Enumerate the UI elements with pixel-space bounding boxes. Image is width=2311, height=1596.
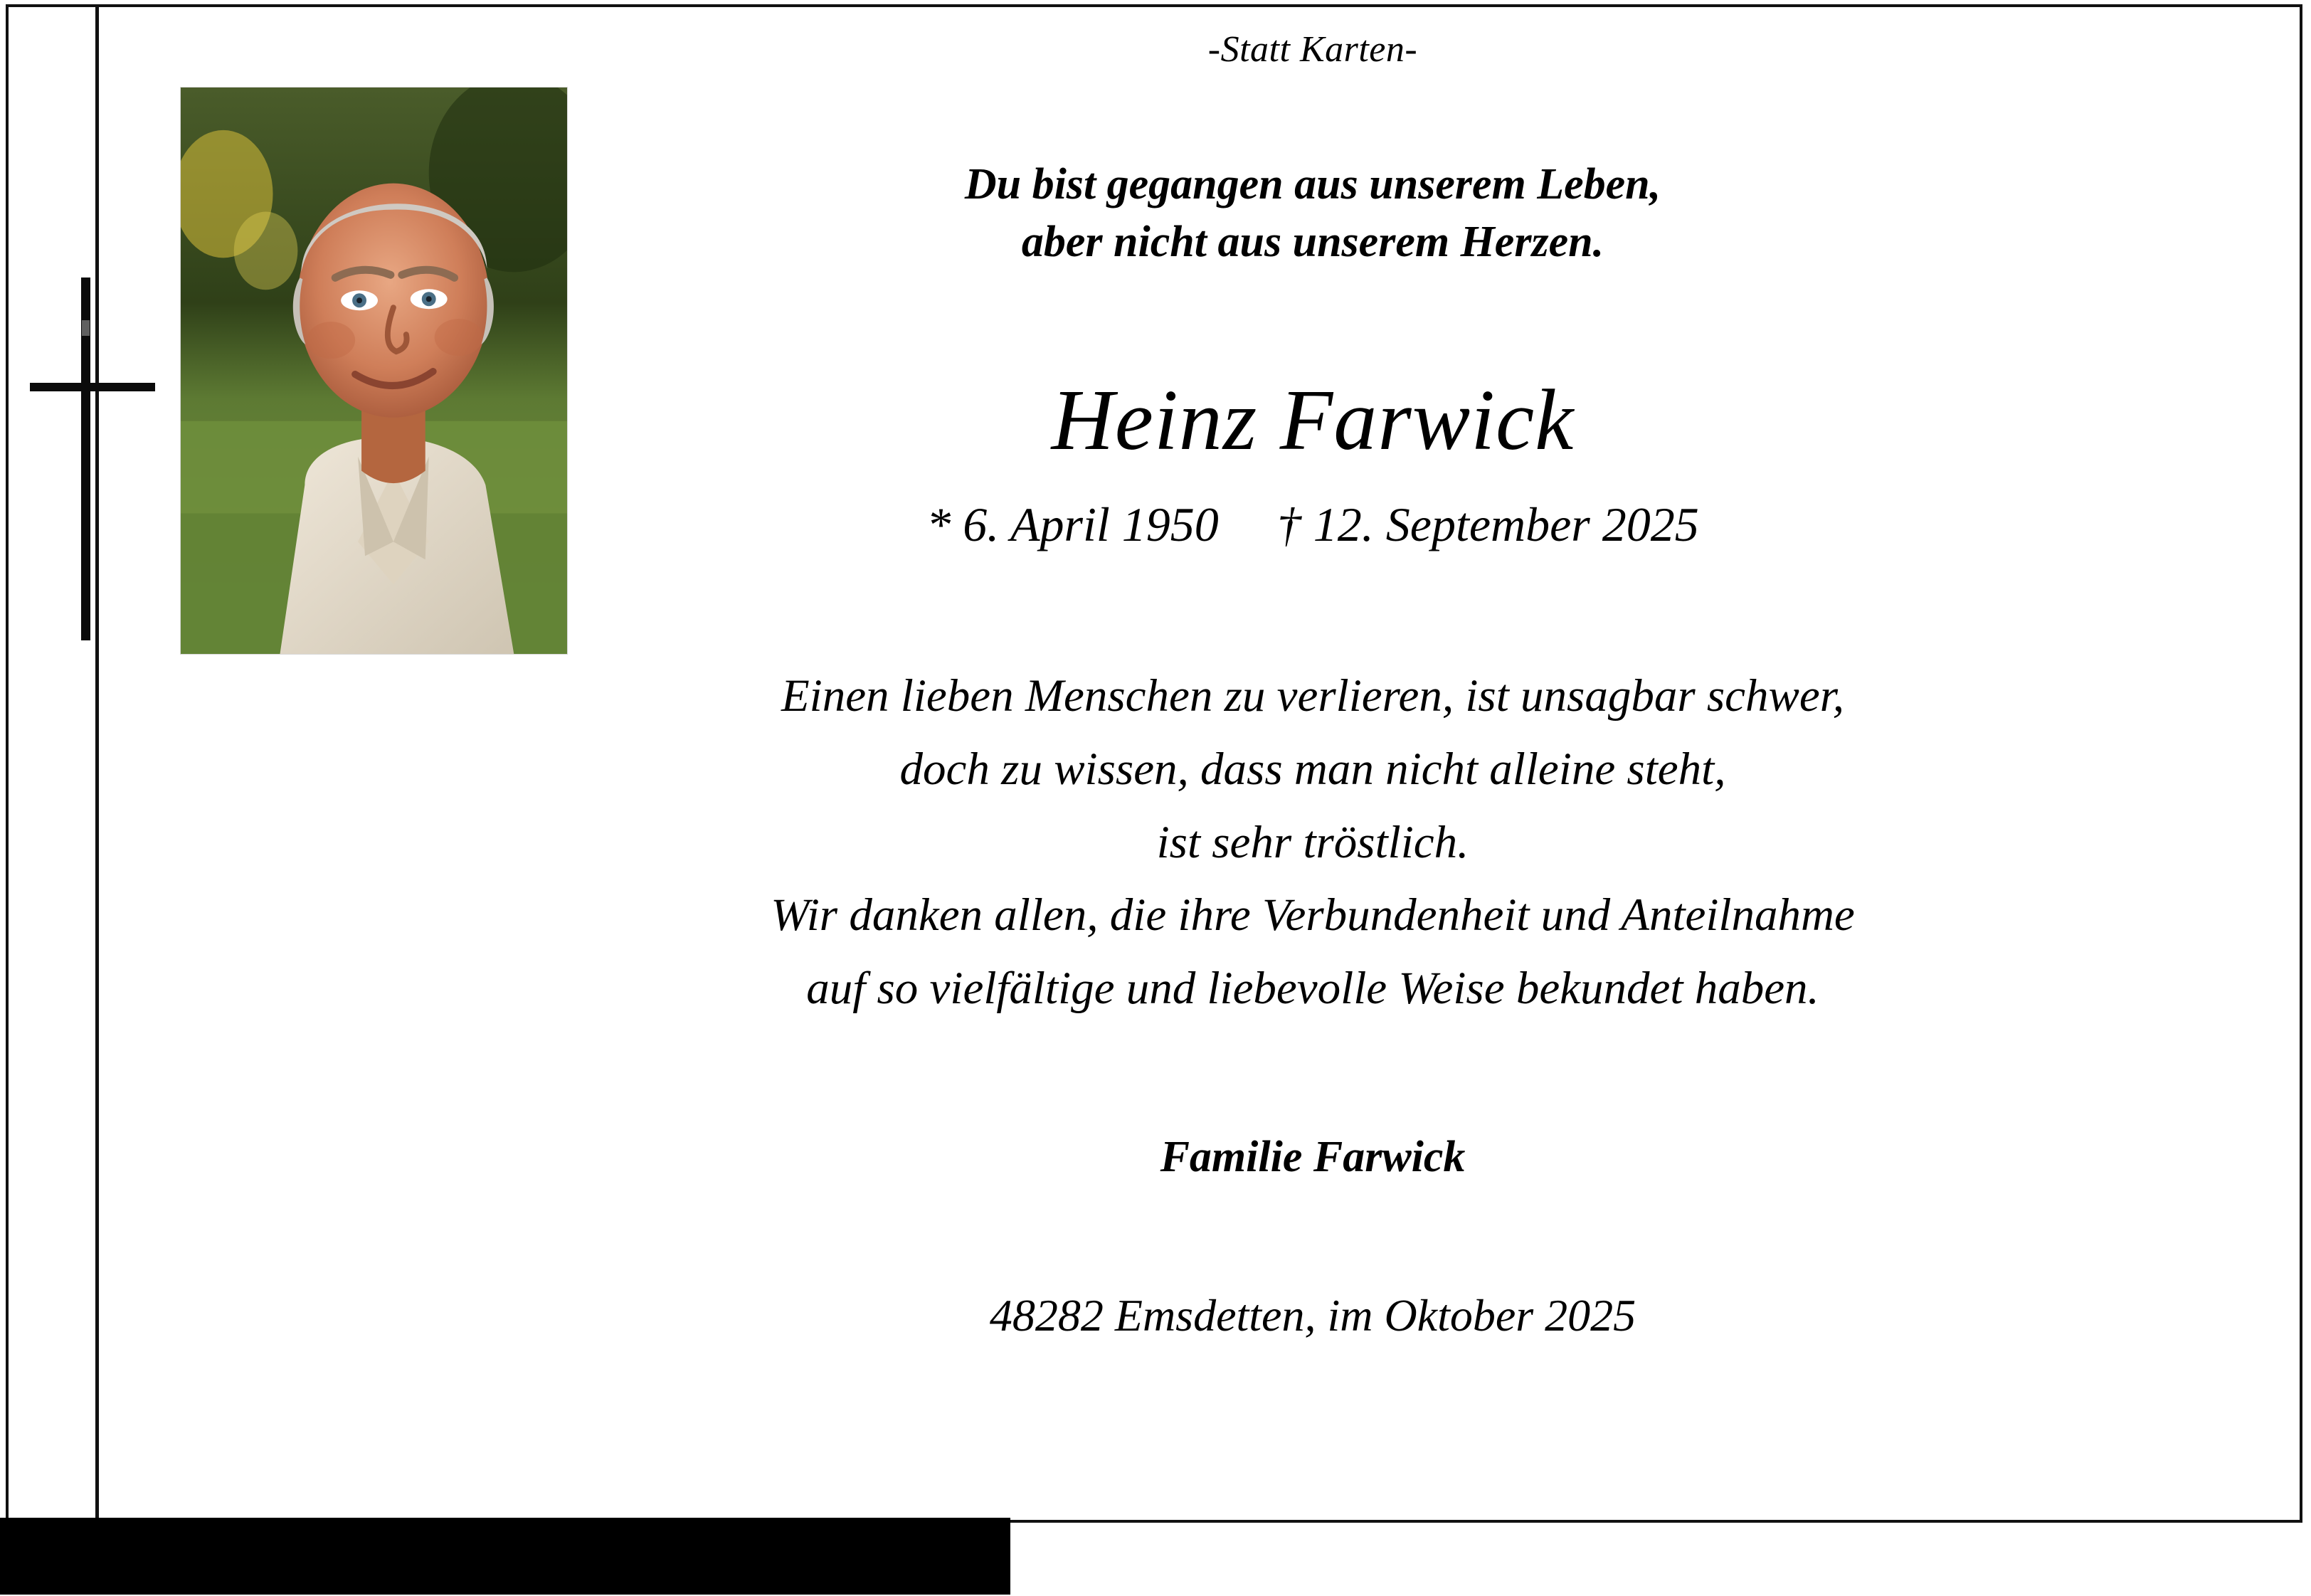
- thanks-block: [427, 660, 2199, 1025]
- deceased-name: Heinz Farwick: [1051, 372, 1575, 469]
- bottom-left-black-bar: [0, 1518, 1010, 1595]
- verse-line-1: Du bist gegangen aus unserem Leben,: [964, 160, 1661, 208]
- cross-icon: [14, 278, 157, 640]
- birth-date: * 6. April 1950: [926, 497, 1219, 552]
- thanks-line-4: Wir danken allen, die ihre Verbundenheit und Anteilnahme: [771, 889, 1855, 941]
- card-text-column: [427, 0, 2199, 1523]
- thanks-line-3: ist sehr tröstlich.: [1156, 816, 1469, 868]
- life-dates: [427, 497, 2199, 553]
- vertical-divider-rule: [95, 4, 99, 1523]
- thanks-line-2: doch zu wissen, dass man nicht alleine steht,: [899, 743, 1726, 795]
- verse-line-2: aber nicht aus unserem Herzen.: [1021, 217, 1604, 266]
- death-date: † 12. September 2025: [1276, 497, 1699, 552]
- cross-horizontal-bar: [30, 383, 155, 391]
- place-and-date: 48282 Emsdetten, im Oktober 2025: [989, 1289, 1636, 1341]
- thanks-line-5: auf so vielfältige und liebevolle Weise bekundet haben.: [806, 962, 1819, 1014]
- cross-vertical-bar: [81, 278, 90, 640]
- statt-karten-note: -Statt Karten-: [1207, 29, 1418, 70]
- verse-block: [427, 156, 2199, 270]
- family-signature: Familie Farwick: [1160, 1132, 1466, 1181]
- thanks-line-1: Einen lieben Menschen zu verlieren, ist unsagbar schwer,: [781, 670, 1845, 722]
